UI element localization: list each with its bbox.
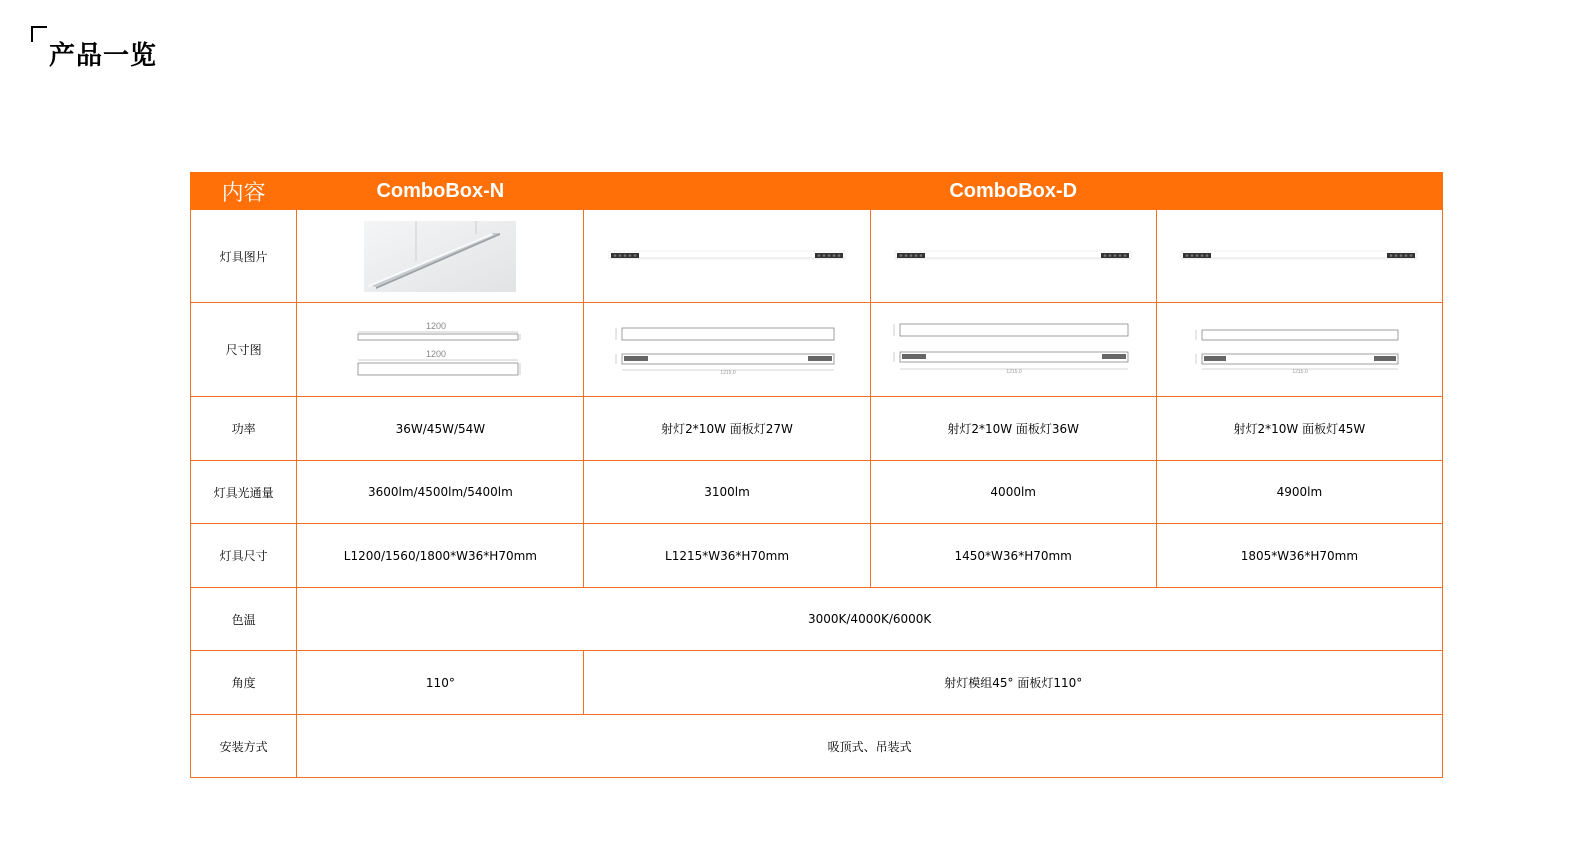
- dimension-drawing-d2: [870, 303, 1156, 397]
- header-model-n: ComboBox-N: [297, 173, 584, 210]
- product-image-n: [297, 210, 584, 303]
- page-title: 产品一览: [49, 41, 158, 71]
- dimension-drawing-image: [612, 324, 842, 376]
- table-row-cct: [191, 588, 1443, 651]
- dimension-drawing-image: [890, 322, 1136, 378]
- power-value-d1: 射灯2*10W 面板灯27W: [584, 397, 870, 461]
- dim-length-label: 1200: [426, 348, 447, 359]
- flux-value-d2: 4000lm: [870, 461, 1156, 524]
- header-model-d: ComboBox-D: [584, 173, 1443, 210]
- cct-value: 3000K/4000K/6000K: [297, 588, 1443, 651]
- size-value-d2: 1450*W36*H70mm: [870, 524, 1156, 588]
- angle-value-n: 110°: [297, 651, 584, 715]
- flux-value-d1: 3100lm: [584, 461, 870, 524]
- dimension-drawing-d1: [584, 303, 870, 397]
- row-label-mounting: 安装方式: [191, 715, 297, 778]
- row-label-size: 灯具尺寸: [191, 524, 297, 588]
- row-label-cct: 色温: [191, 588, 297, 651]
- row-label-image: 灯具图片: [191, 210, 297, 303]
- power-value-d3: 射灯2*10W 面板灯45W: [1156, 397, 1442, 461]
- dimension-drawing-d3: [1156, 303, 1442, 397]
- linear-spot-panel-light-image: [1179, 248, 1419, 264]
- dimension-drawing-image: [1192, 326, 1406, 374]
- table-row-mounting: [191, 715, 1443, 778]
- size-value-d3: 1805*W36*H70mm: [1156, 524, 1442, 588]
- row-label-dimension-drawing: 尺寸图: [191, 303, 297, 397]
- table-row-power: [191, 397, 1443, 461]
- product-spec-table: [190, 172, 1443, 778]
- dim-length-label: 1215.0: [720, 369, 736, 376]
- dim-length-label: 1215.0: [1006, 368, 1022, 375]
- table-row-angle: [191, 651, 1443, 715]
- power-value-n: 36W/45W/54W: [297, 397, 584, 461]
- size-value-d1: L1215*W36*H70mm: [584, 524, 870, 588]
- dimension-drawing-image: [354, 322, 526, 378]
- size-value-n: L1200/1560/1800*W36*H70mm: [297, 524, 584, 588]
- flux-value-d3: 4900lm: [1156, 461, 1442, 524]
- row-label-power: 功率: [191, 397, 297, 461]
- power-value-d2: 射灯2*10W 面板灯36W: [870, 397, 1156, 461]
- product-image-d3: [1156, 210, 1442, 303]
- mounting-value: 吸顶式、吊装式: [297, 715, 1443, 778]
- dim-length-label: 1215.0: [1292, 368, 1309, 374]
- title-bracket-decoration: [31, 26, 47, 42]
- table-row-dimension-drawing: [191, 303, 1443, 397]
- dimension-drawing-n: [297, 303, 584, 397]
- row-label-angle: 角度: [191, 651, 297, 715]
- linear-spot-panel-light-image: [607, 248, 847, 264]
- product-image-d1: [584, 210, 870, 303]
- linear-spot-panel-light-image: [893, 248, 1133, 264]
- product-image-d2: [870, 210, 1156, 303]
- table-header-row: [191, 173, 1443, 210]
- linear-pendant-light-image: [364, 221, 516, 292]
- row-label-flux: 灯具光通量: [191, 461, 297, 524]
- table-row-image: [191, 210, 1443, 303]
- flux-value-n: 3600lm/4500lm/5400lm: [297, 461, 584, 524]
- table-row-flux: [191, 461, 1443, 524]
- angle-value-d: 射灯模组45° 面板灯110°: [584, 651, 1443, 715]
- table-row-size: [191, 524, 1443, 588]
- header-content: 内容: [191, 173, 297, 210]
- dim-length-label: 1200: [426, 321, 447, 331]
